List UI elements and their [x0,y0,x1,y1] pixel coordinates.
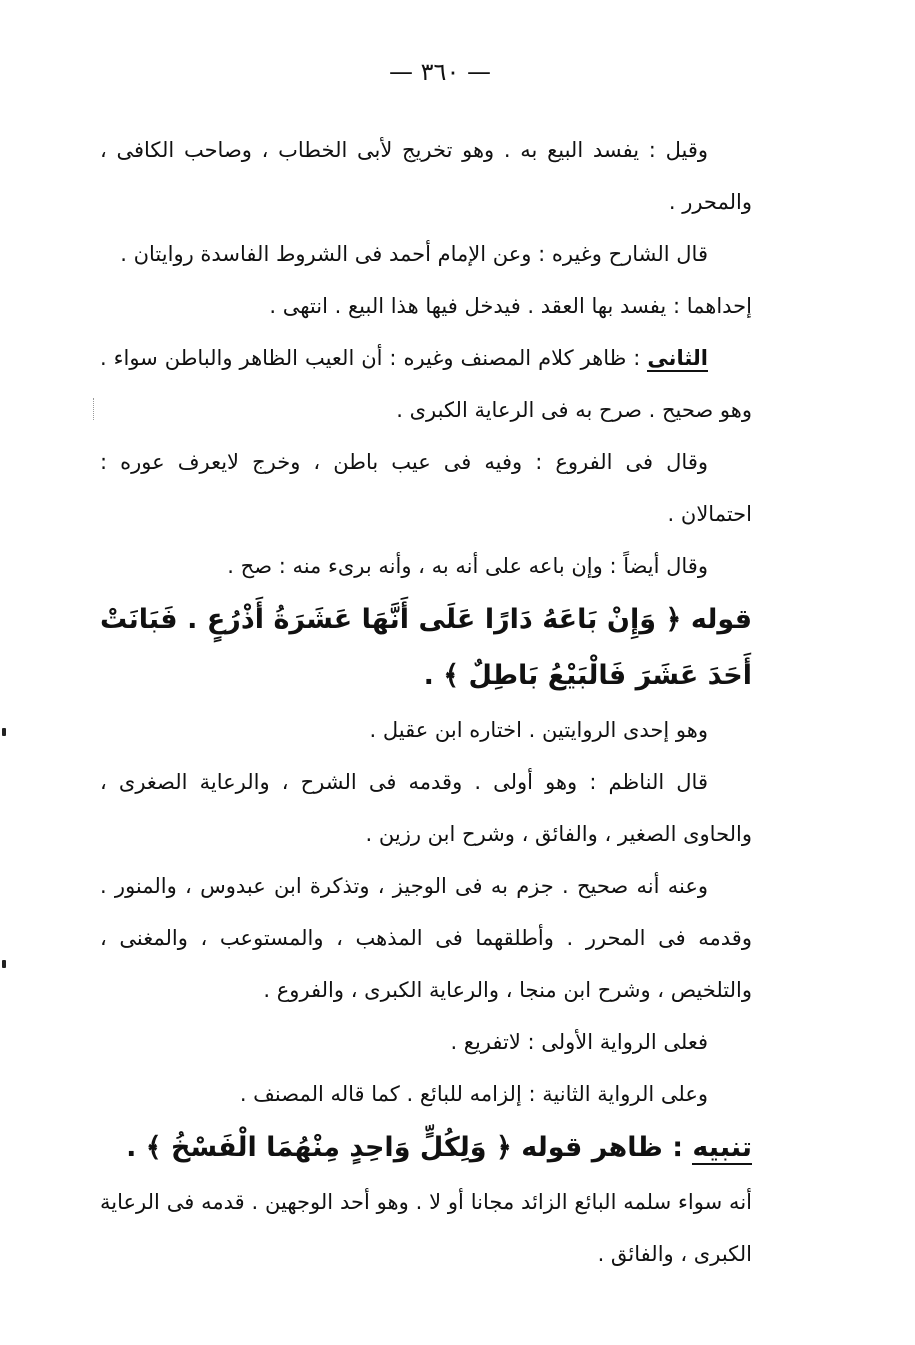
paragraph [100,332,752,436]
quoted-passage [100,592,752,704]
paragraph: وقيل : يفسد البيع به . وهو تخريج لأبى الخطاب ، وصاحب الكافى ، والمحرر . [100,138,752,214]
quote-lead-word: قوله [690,604,752,635]
page-number: — ٣٦٠ — [389,58,491,86]
note-lead-word: تنبيه [692,1132,752,1163]
paragraph: قال الشارح وغيره : وعن الإمام أحمد فى الشروط الفاسدة روايتان . [120,242,708,266]
paragraph-text: : ظاهر كلام المصنف وغيره : أن العيب الظاهر والباطن سواء . وهو صحيح . صرح به فى الرعاية الكبرى . [100,346,752,422]
paragraph: وهو إحدى الروايتين . اختاره ابن عقيل . [369,718,708,742]
paragraph: وعنه أنه صحيح . جزم به فى الوجيز ، وتذكرة ابن عبدوس ، والمنور . وقدمه فى المحرر . وأطلقهما فى المذهب ، والمستوعب ، والمغنى ، والتلخيص ، وشرح ابن منجا ، والرعاية الكبرى ، والفروع . [100,874,752,1002]
note-text: : ظاهر قوله ﴿ وَلِكُلٍّ وَاحِدٍ مِنْهُمَا الْفَسْخُ ﴾ . [126,1132,693,1163]
paragraph: وقال أيضاً : وإن باعه على أنه به ، وأنه برىء منه : صح . [227,554,708,578]
paragraph: وعلى الرواية الثانية : إلزامه للبائع . كما قاله المصنف . [239,1082,708,1106]
quote-text: ﴿ وَإِنْ بَاعَهُ دَارًا عَلَى أَنَّهَا عَشَرَةُ أَذْرُعٍ . فَبَانَتْ أَحَدَ عَشَرَ فَالْبَيْعُ بَاطِلٌ ﴾ . [100,604,752,691]
page-body [100,124,752,1280]
paragraph: قال الناظم : وهو أولى . وقدمه فى الشرح ، والرعاية الصغرى ، والحاوى الصغير ، والفائق ، وشرح ابن رزين . [100,770,752,846]
paragraph: فعلى الرواية الأولى : لاتفريع . [450,1030,708,1054]
paragraph: أنه سواء سلمه البائع الزائد مجانا أو لا . وهو أحد الوجهين . قدمه فى الرعاية الكبرى ، والفائق . [100,1190,752,1266]
section-lead-word: الثانى [647,346,708,370]
note-passage [100,1120,752,1176]
margin-speckle [93,398,97,420]
paragraph: وقال فى الفروع : وفيه فى عيب باطن ، وخرج لايعرف عوره : احتمالان . [100,450,752,526]
paragraph: إحداهما : يفسد بها العقد . فيدخل فيها هذا البيع . انتهى . [269,294,752,318]
margin-mark-left [2,960,6,968]
margin-mark-left [2,728,6,736]
